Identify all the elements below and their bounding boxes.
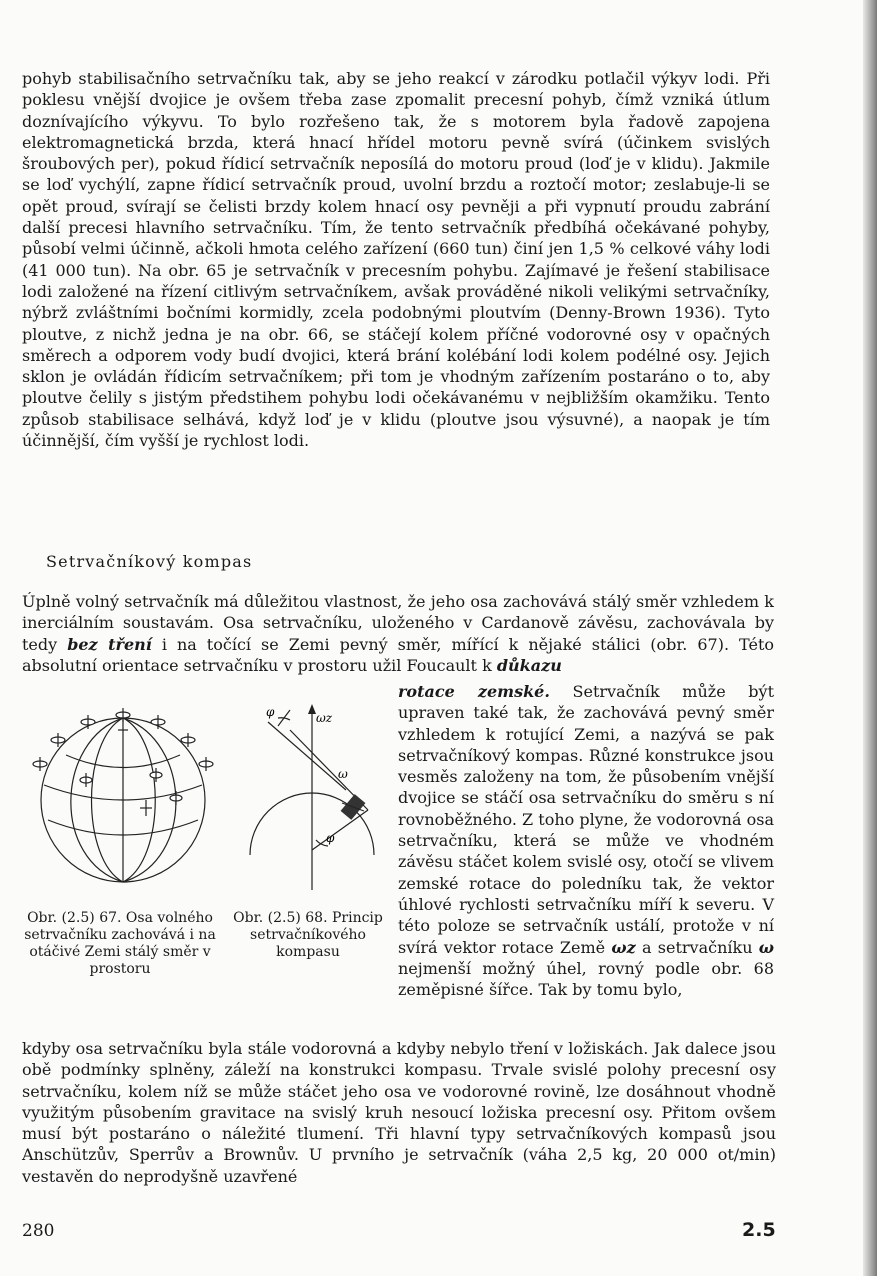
page-edge-shadow (863, 0, 877, 1276)
symbol-omega: ω (758, 937, 774, 957)
figure-67-globe-diagram (26, 700, 220, 905)
text-run: Úplně volný setrvačník má důležitou vlastnost, že jeho osa zachovává stálý směr vzhledem k inerciálním soustavám. Osa setrvačníku, uloženého v Cardanově závěsu, zachovávala by tedy (22, 592, 774, 654)
label-omega: ω (338, 767, 348, 781)
text-run: Setrvačník může být upraven také tak, že zachovává pevný směr vzhledem k rotující Zemi, a nazývá se pak setrvačníkový kompas. Různé konstrukce jsou vesměs založeny na tom, že působením vnější dvojice se stáčí osa setrvačníku do směru s ní rovnoběžného. Z toho plyne, že vodorovná osa setrvačníku, která se může ve vhodném závěsu stáčet kolem svislé osy, otočí se vlivem zemské rotace do poledníku tak, že vektor úhlové rychlosti setrvačníku míří k severu. V této poloze se setrvačník ustálí, protože v ní svírá vektor rotace Země (398, 682, 774, 957)
label-phi: φ (326, 831, 335, 845)
section-heading: Setrvačníkový kompas (46, 552, 253, 571)
text-run: i na točící se Zemi pevný směr, mířící k nějaké stálici (obr. 67). Této absolutní orientace setrvačníku v prostoru užil Foucault k (22, 634, 775, 675)
page-number: 280 (22, 1221, 55, 1241)
emphasis-rotace-zemske: rotace zemské. (398, 682, 550, 701)
text-run: nejmenší možný úhel, rovný podle obr. 68 zeměpisné šířce. Tak by tomu bylo, (398, 958, 774, 1000)
paragraph-stabilisation: pohyb stabilisačního setrvačníku tak, aby se jeho reakcí v zárodku potlačil výkyv lodi. Při poklesu vnější dvojice je ovšem třeba zase zpomalit precesní pohyb, čímž vzniká útlum doznívajícího výkyvu. To bylo rozřešeno tak, že s motorem byla řadově zapojena elektromagnetická brzda, která hnací hřídel motoru pevně svírá (účinkem svislých šroubových per), pokud řídicí setrvačník neposílá do motoru proud (loď je v klidu). Jakmile se loď vychýlí, zapne řídicí setrvačník proud, uvolní brzdu a roztočí motor; zeslabuje-li se opět proud, svírají se čelisti brzdy kolem hnací osy pevněji a při vypnutí proudu zabrání další precesi hlavního setrvačníku. Tím, že tento setrvačník předbíhá očekávané pohyby, působí velmi účinně, ačkoli hmota celého zařízení (660 tun) činí jen 1,5 % celkové váhy lodi (41 000 tun). Na obr. 65 je setrvačník v precesním pohybu. Zajímavé je řešení stabilisace lodi založené na řízení citlivým setrvačníkem, avšak prováděné nikoli velikými setrvačníky, nýbrž zvláštními bočními kormidly, zcela podobnými ploutvím (Denny-Brown 1936). Tyto ploutve, z nichž jedna je na obr. 66, se stáčejí kolem příčné vodorovné osy v opačných směrech a odporem vody budí dvojici, která brání kolébání lodi kolem podélné osy. Jejich sklon je ovládán řídicím setrvačníkem; při tom je vhodným zařízením postaráno o to, aby ploutve čelily s jistým předstihem pohybu lodi očekávanému v nejbližším okamžiku. Tento způsob stabilisace selhává, když loď je v klidu (ploutve jsou výsuvné), a naopak je tím účinnější, čím vyšší je rychlost lodi. (22, 69, 770, 451)
gyro-disc-icon (341, 794, 366, 820)
label-omega-z: ωz (316, 711, 333, 725)
section-mark: 2.5 (742, 1219, 776, 1241)
text-run: a setrvačníku (635, 937, 759, 957)
figure-68-compass-diagram (238, 700, 388, 905)
paragraph-gyro-intro (22, 591, 774, 676)
emphasis-bez-treni: bez tření (67, 634, 152, 654)
caption-figure-68: Obr. (2.5) 68. Princip setrvačníkového kompasu (233, 910, 383, 960)
emphasis-dukazu: důkazu (496, 655, 562, 675)
caption-figure-67: Obr. (2.5) 67. Osa volného setrvačníku zachovává i na otáčivé Zemi stálý směr v prostoru (24, 910, 216, 977)
paragraph-compass-types: kdyby osa setrvačníku byla stále vodorovná a kdyby nebylo tření v ložiskách. Jak dalece jsou obě podmínky splněny, záleží na konstrukci kompasu. Trvale svislé polohy precesní osy setrvačníku, kolem níž se může stáčet jeho osa ve vodorovné rovině, lze dosáhnout vhodně využitým působením gravitace na svislý kruh nesoucí ložiska precesní osy. Přitom ovšem musí být postaráno o náležité tlumení. Tři hlavní typy setrvačníkových kompasů jsou Anschützův, Sperrův a Brownův. U prvního je setrvačník (váha 2,5 kg, 20 000 ot/min) vestavěn do neprodyšně uzavřené (22, 1039, 776, 1186)
label-phi-top: φ (266, 705, 275, 719)
paragraph-compass-side (398, 681, 774, 1000)
symbol-omega-z: ωz (611, 937, 636, 957)
axis-arrow-icon (308, 704, 316, 714)
